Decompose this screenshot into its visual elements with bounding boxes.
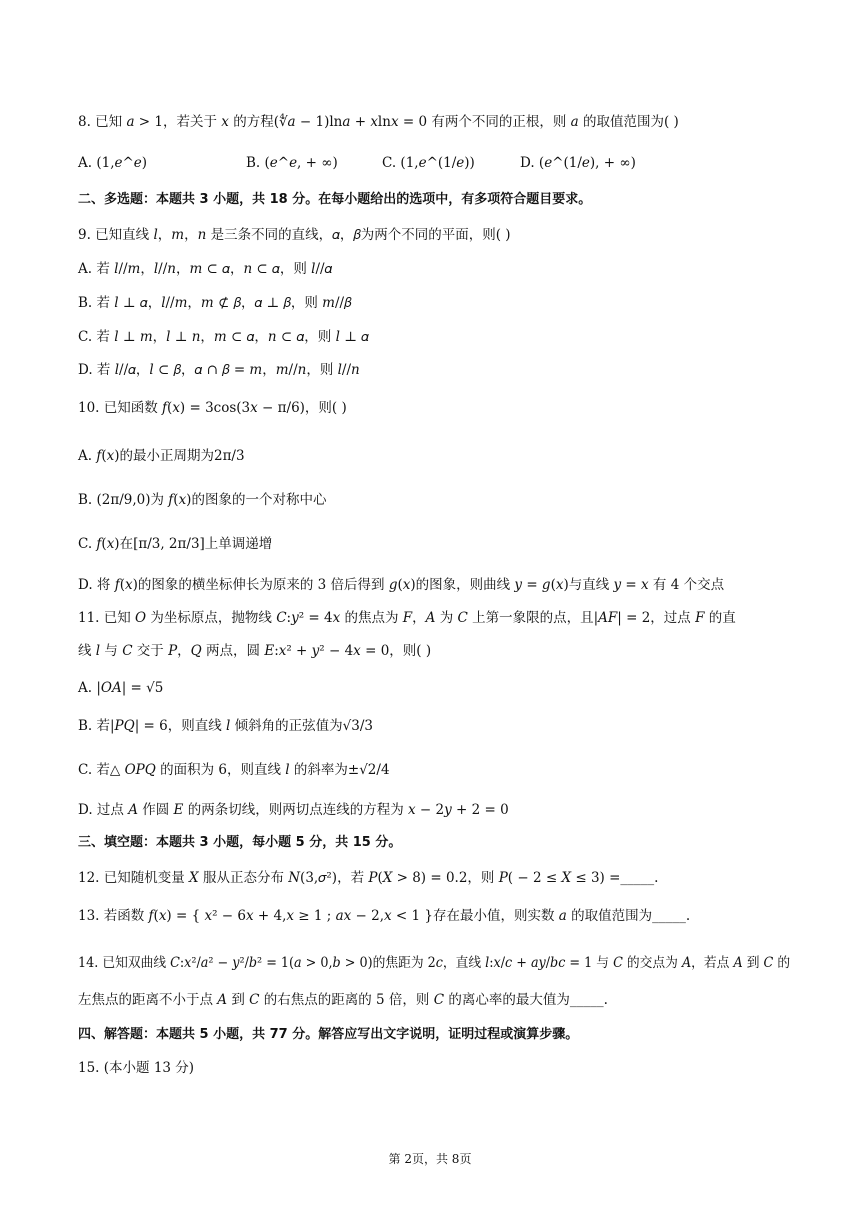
question-8-option-b: B. (𝑒^𝑒, + ∞): [246, 155, 338, 171]
question-10-option-d: D. 将 𝑓(𝑥)的图象的横坐标伸长为原来的 3 倍后得到 𝑔(𝑥)的图象，则曲线 𝑦 = 𝑔(𝑥)与直线 𝑦 = 𝑥 有 4 个交点: [78, 577, 725, 593]
question-15: 15. (本小题 13 分): [78, 1060, 195, 1076]
section-4-heading: 四、解答题：本题共 5 小题，共 77 分。解答应写出文字说明，证明过程或演算步骤。: [78, 1027, 579, 1042]
question-14-line-2: 左焦点的距离不小于点 𝐴 到 𝐶 的右焦点的距离的 5 倍，则 𝐶 的离心率的最大值为_____.: [78, 992, 608, 1008]
section-3-heading: 三、填空题：本题共 3 小题，每小题 5 分，共 15 分。: [78, 835, 402, 850]
question-9-option-d: D. 若 𝑙//𝛼，𝑙 ⊂ 𝛽，𝛼 ∩ 𝛽 = 𝑚，𝑚//𝑛，则 𝑙//𝑛: [78, 362, 360, 378]
question-14-line-1: 14. 已知双曲线 𝐶:𝑥²/𝑎² − 𝑦²/𝑏² = 1(𝑎 > 0,𝑏 > 0)的焦距为 2𝑐，直线 𝑙:𝑥/𝑐 + 𝑎𝑦/𝑏𝑐 = 1 与 𝐶 的交点为 𝐴，若点 𝐴 到 𝐶 的: [78, 955, 791, 971]
question-10-option-c: C. 𝑓(𝑥)在[π/3, 2π/3]上单调递增: [78, 536, 273, 552]
question-9-option-b: B. 若 𝑙 ⊥ 𝛼，𝑙//𝑚，𝑚 ⊄ 𝛽，𝛼 ⊥ 𝛽，则 𝑚//𝛽: [78, 295, 352, 311]
question-8-stem: 8. 已知 𝑎 > 1，若关于 𝑥 的方程(∜𝑎 − 1)ln𝑎 + 𝑥ln𝑥 = 0 有两个不同的正根，则 𝑎 的取值范围为( ): [78, 114, 679, 130]
question-9-option-a: A. 若 𝑙//𝑚，𝑙//𝑛，𝑚 ⊂ 𝛼，𝑛 ⊂ 𝛼，则 𝑙//𝛼: [78, 261, 333, 277]
question-9-option-c: C. 若 𝑙 ⊥ 𝑚，𝑙 ⊥ 𝑛，𝑚 ⊂ 𝛼，𝑛 ⊂ 𝛼，则 𝑙 ⊥ 𝛼: [78, 329, 369, 345]
section-2-heading: 二、多选题：本题共 3 小题，共 18 分。在每小题给出的选项中，有多项符合题目要求。: [78, 192, 592, 207]
question-13: 13. 若函数 𝑓(𝑥) = { 𝑥² − 6𝑥 + 4,𝑥 ≥ 1 ; 𝑎𝑥 − 2,𝑥 < 1 }存在最小值，则实数 𝑎 的取值范围为_____.: [78, 908, 691, 924]
question-9-stem: 9. 已知直线 𝑙，𝑚，𝑛 是三条不同的直线，𝛼，𝛽为两个不同的平面，则( ): [78, 227, 511, 243]
question-11-stem-line-2: 线 𝑙 与 𝐶 交于 𝑃，𝑄 两点，圆 𝐸:𝑥² + 𝑦² − 4𝑥 = 0，则( ): [78, 643, 432, 659]
question-10-option-b: B. (2π/9,0)为 𝑓(𝑥)的图象的一个对称中心: [78, 492, 327, 508]
question-8-option-d: D. (𝑒^(1/𝑒), + ∞): [520, 155, 636, 171]
question-12: 12. 已知随机变量 𝑋 服从正态分布 𝑁(3,𝜎²)，若 𝑃(𝑋 > 8) = 0.2，则 𝑃( − 2 ≤ 𝑋 ≤ 3) =_____.: [78, 870, 659, 886]
question-8-option-c: C. (1,𝑒^(1/𝑒)): [382, 155, 475, 171]
question-11-option-d: D. 过点 𝐴 作圆 𝐸 的两条切线，则两切点连线的方程为 𝑥 − 2𝑦 + 2 = 0: [78, 802, 509, 818]
page-footer: 第 2页，共 8页: [388, 1152, 472, 1166]
question-10-option-a: A. 𝑓(𝑥)的最小正周期为2π/3: [78, 448, 245, 464]
question-11-option-a: A. |𝑂𝐴| = √5: [78, 680, 164, 696]
question-11-stem-line-1: 11. 已知 𝑂 为坐标原点，抛物线 𝐶:𝑦² = 4𝑥 的焦点为 𝐹，𝐴 为 𝐶 上第一象限的点，且|𝐴𝐹| = 2，过点 𝐹 的直: [78, 610, 736, 626]
question-11-option-c: C. 若△ 𝑂𝑃𝑄 的面积为 6，则直线 𝑙 的斜率为±√2/4: [78, 762, 390, 778]
question-8-option-a: A. (1,𝑒^𝑒): [78, 155, 148, 171]
question-11-option-b: B. 若|𝑃𝑄| = 6，则直线 𝑙 倾斜角的正弦值为√3/3: [78, 718, 373, 734]
question-10-stem: 10. 已知函数 𝑓(𝑥) = 3cos(3𝑥 − π/6)，则( ): [78, 400, 347, 416]
